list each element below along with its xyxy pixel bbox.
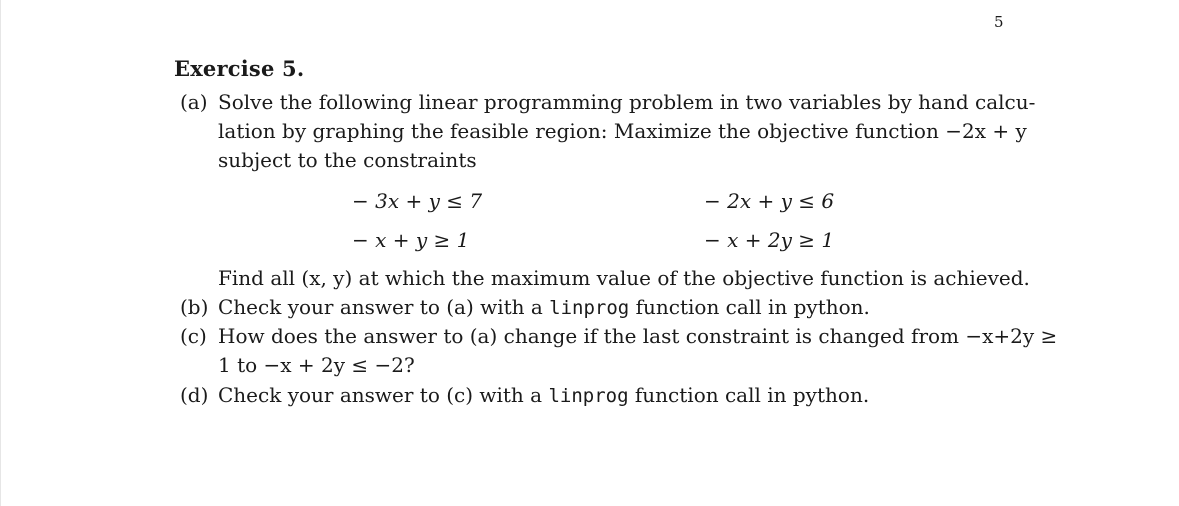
part-a-followup: Find all (x, y) at which the maximum value of the objective function is achieved. — [218, 266, 1030, 290]
part-d-code: linprog — [548, 385, 629, 407]
part-a-line-2: lation by graphing the feasible region: Maximize the objective function −2x + y — [218, 119, 1027, 143]
part-c-text-1: How does the answer to (a) change if the last constraint is changed from −x+2y ≥ — [218, 324, 1058, 348]
part-d-text-pre: Check your answer to (c) with a — [218, 383, 549, 407]
constraint-2: − 2x + y ≤ 6 — [704, 189, 835, 213]
exercise-heading: Exercise 5. — [174, 56, 305, 81]
part-b-line — [180, 293, 870, 322]
constraint-4: − x + 2y ≥ 1 — [704, 228, 835, 252]
part-c-line-2: 1 to −x + 2y ≤ −2? — [218, 353, 415, 377]
part-a-line-1 — [180, 88, 1035, 116]
part-b-text-post: function call in python. — [629, 295, 870, 319]
part-a-label: (a) — [180, 90, 208, 114]
part-b-code: linprog — [549, 297, 630, 319]
constraint-1: − 3x + y ≤ 7 — [352, 189, 483, 213]
part-d-text-post: function call in python. — [628, 383, 870, 407]
part-b-label: (b) — [180, 295, 209, 319]
part-b-text-pre: Check your answer to (a) with a — [218, 295, 550, 319]
part-a-line-3: subject to the constraints — [218, 148, 477, 172]
part-c-line-1 — [180, 322, 1057, 350]
part-d-line — [180, 381, 869, 410]
page-edge — [0, 0, 1, 506]
page-number: 5 — [994, 13, 1004, 31]
constraint-3: − x + y ≥ 1 — [352, 228, 470, 252]
part-d-label: (d) — [180, 383, 209, 407]
part-a-text-1: Solve the following linear programming problem in two variables by hand calcu- — [218, 90, 1036, 114]
part-c-label: (c) — [180, 324, 207, 348]
